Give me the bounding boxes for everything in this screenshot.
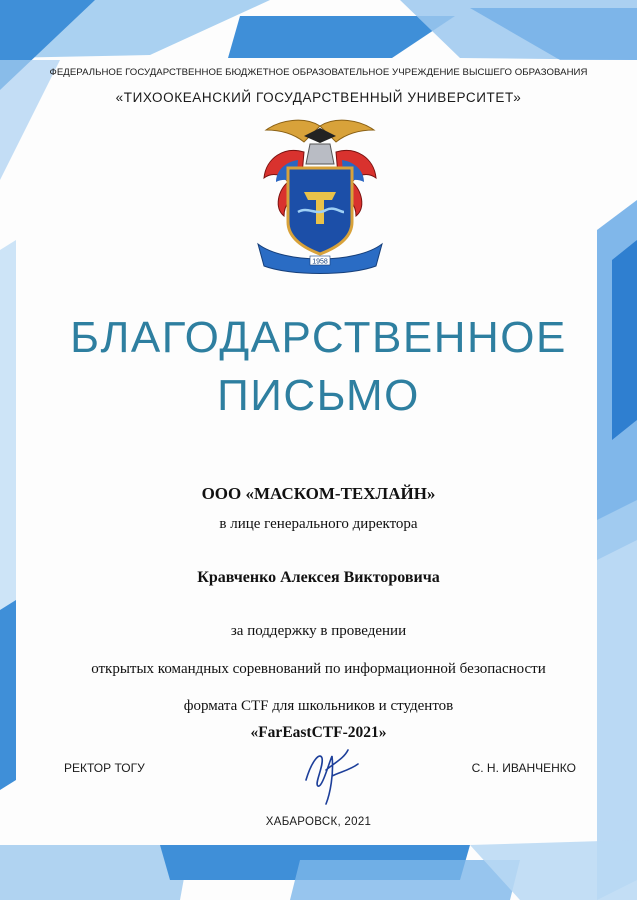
recipient-person: Кравченко Алексея Викторовича [197,569,440,586]
recipient-representative: в лице генерального директора [219,516,418,532]
signer-position: РЕКТОР ТОГУ [64,761,145,775]
reason-line-2: открытых командных соревнований по информационной безопасности [91,661,546,677]
letter-title-line-1: БЛАГОДАРСТВЕННОЕ [70,313,567,362]
svg-text:1958: 1958 [312,258,328,266]
signer-name: С. Н. ИВАНЧЕНКО [471,761,576,775]
city-and-year: ХАБАРОВСК, 2021 [265,816,372,828]
reason-line-1: за поддержку в проведении [230,623,407,639]
reason-line-3: формата CTF для школьников и студентов [183,698,454,714]
university-name: «ТИХООКЕАНСКИЙ ГОСУДАРСТВЕННЫЙ УНИВЕРСИТЕТ» [115,90,522,105]
letter-title-line-2: ПИСЬМО [217,371,420,420]
handwritten-signature-icon [292,740,364,808]
university-coat-of-arms-icon [254,116,386,278]
recipient-organization: ООО «МАСКОМ-ТЕХЛАЙН» [201,484,436,503]
institution-type: ФЕДЕРАЛЬНОЕ ГОСУДАРСТВЕННОЕ БЮДЖЕТНОЕ ОБРАЗОВАТЕЛЬНОЕ УЧРЕЖДЕНИЕ ВЫСШЕГО ОБРАЗОВАНИЯ [49,67,588,78]
event-name: «FarEastCTF-2021» [250,724,387,741]
